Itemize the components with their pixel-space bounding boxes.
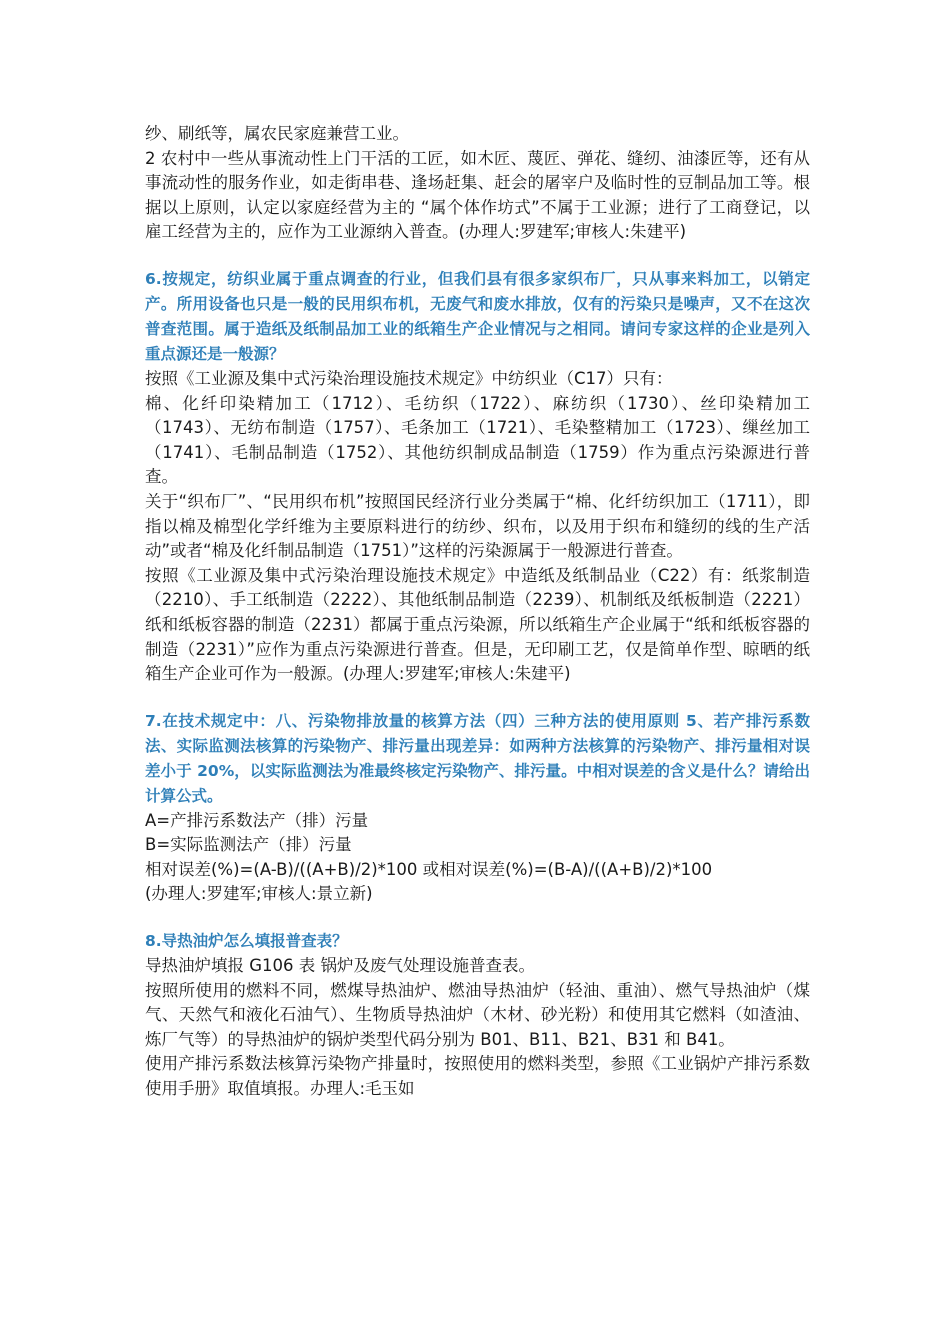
answer-6-textile-list: 棉、化纤印染精加工（1712）、毛纺织（1722）、麻纺织（1730）、丝印染精加工（1743）、无纺布制造（1757）、毛条加工（1721）、毛染整精加工（1723）、缫丝加工（1741）、毛制品制造（1752）、其他纺织制成品制造（1759）作为重点污染源进行普查。 xyxy=(145,393,810,487)
question-6-heading: 6.按规定，纺织业属于重点调查的行业，但我们县有很多家织布厂，只从事来料加工，以销定产。所用设备也只是一般的民用织布机，无废气和废水排放，仅有的污染只是噪声，又不在这次普查范围。属于造纸及纸制品加工业的纸箱生产企业情况与之相同。请问专家这样的企业是列入重点源还是一般源？ xyxy=(145,269,810,363)
answer-7-formula: 相对误差(%)=(A-B)/((A+B)/2)*100 或相对误差(%)=(B-A)/((A+B)/2)*100 xyxy=(145,859,713,879)
question-8-heading: 8.导热油炉怎么填报普查表？ xyxy=(145,932,348,951)
question-7-heading: 7.在技术规定中：八、污染物排放量的核算方法（四）三种方法的使用原则 5、若产排污系数法、实际监测法核算的污染物产、排污量出现差异：如两种方法核算的污染物产、排污量相对误差小于 20%，以实际监测法为准最终核定污染物产、排污量。中相对误差的含义是什么？请给出计算公式。 xyxy=(145,711,810,805)
spacer xyxy=(145,907,810,929)
answer-8-method: 使用产排污系数法核算污染物产排量时，按照使用的燃料类型，参照《工业锅炉产排污系数使用手册》取值填报。办理人:毛玉如 xyxy=(145,1054,810,1099)
answer-7-def-b: B=实际监测法产（排）污量 xyxy=(145,835,352,855)
paragraph-continuation: 纱、刷纸等，属农民家庭兼营工业。 xyxy=(145,124,409,143)
paragraph-item-2: 2 农村中一些从事流动性上门干活的工匠，如木匠、蔑匠、弹花、缝纫、油漆匠等，还有从事流动性的服务作业，如走街串巷、逢场赶集、赶会的屠宰户及临时性的豆制品加工等。根据以上原则，认定以家庭经营为主的 “属个体作坊式”不属于工业源；进行了工商登记，以雇工经营为主的，应作为工业源纳入普查。(办理人:罗建军;审核人:朱建平) xyxy=(145,148,810,242)
document-body xyxy=(145,122,810,1102)
spacer xyxy=(145,687,810,709)
spacer xyxy=(145,245,810,267)
answer-8-types: 按照所使用的燃料不同，燃煤导热油炉、燃油导热油炉（轻油、重油）、燃气导热油炉（煤气、天然气和液化石油气）、生物质导热油炉（木材、砂光粉）和使用其它燃料（如渣油、炼厂气等）的导热油炉的锅炉类型代码分别为 B01、B11、B21、B31 和 B41。 xyxy=(145,980,810,1049)
answer-7-signoff: (办理人:罗建军;审核人:景立新) xyxy=(145,884,373,904)
answer-7-def-a: A=产排污系数法产（排）污量 xyxy=(145,810,369,830)
answer-6-weaving: 关于“织布厂”、“民用织布机”按照国民经济行业分类属于“棉、化纤纺织加工（1711），即指以棉及棉型化学纤维为主要原料进行的纺纱、织布，以及用于织布和缝纫的线的生产活动”或者“棉及化纤制品制造（1751）”这样的污染源属于一般源进行普查。 xyxy=(145,491,810,561)
answer-6-intro: 按照《工业源及集中式污染治理设施技术规定》中纺织业（C17）只有： xyxy=(145,368,673,388)
answer-6-paper: 按照《工业源及集中式污染治理设施技术规定》中造纸及纸制品业（C22）有：纸浆制造（2210）、手工纸制造（2222）、其他纸制品制造（2239）、机制纸及纸板制造（2221）纸和纸板容器的制造（2231）都属于重点污染源，所以纸箱生产企业属于“纸和纸板容器的制造（2231）”应作为重点污染源进行普查。但是，无印刷工艺，仅是简单作型、晾晒的纸箱生产企业可作为一般源。(办理人:罗建军;审核人:朱建平) xyxy=(145,565,810,684)
answer-8-form: 导热油炉填报 G106 表 锅炉及废气处理设施普查表。 xyxy=(145,956,536,976)
